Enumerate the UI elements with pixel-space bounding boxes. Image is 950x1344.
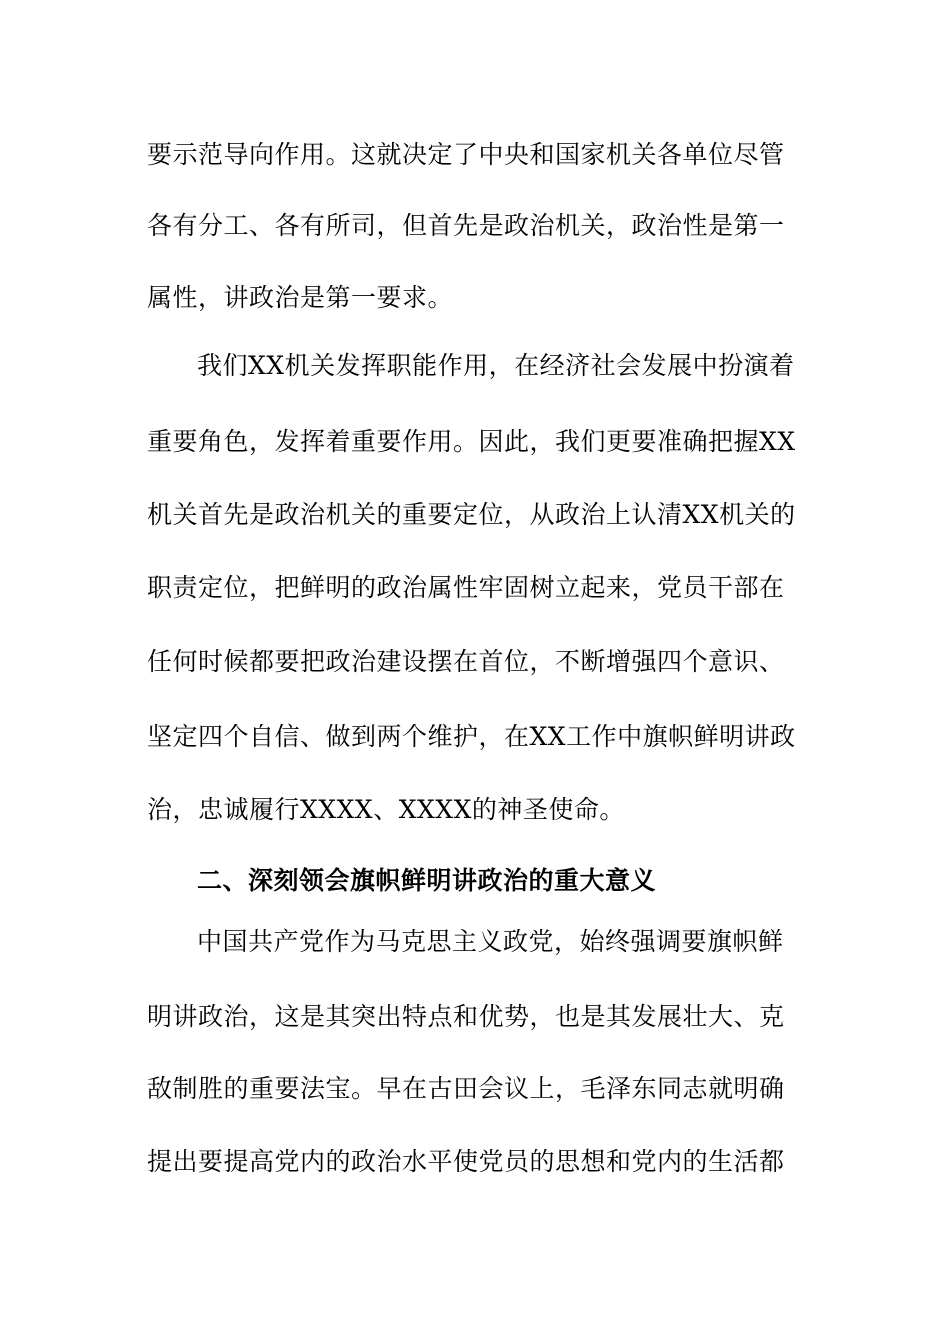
paragraph-1-line-3: 属性，讲政治是第一要求。 (147, 283, 454, 312)
paragraph-2-line-1: 我们XX机关发挥职能作用，在经济社会发展中扮演着 (197, 351, 795, 380)
paragraph-3-line-1: 中国共产党作为马克思主义政党，始终强调要旗帜鲜 (197, 927, 784, 956)
paragraph-2-line-4: 职责定位，把鲜明的政治属性牢固树立起来，党员干部在 (147, 573, 785, 602)
paragraph-3-line-4: 提出要提高党内的政治水平使党员的思想和党内的生活都 (147, 1147, 785, 1176)
paragraph-2-line-7: 治，忠诚履行XXXX、XXXX的神圣使命。 (147, 795, 625, 824)
paragraph-1-line-1: 要示范导向作用。这就决定了中央和国家机关各单位尽管 (147, 140, 785, 169)
paragraph-1-line-2: 各有分工、各有所司，但首先是政治机关，政治性是第一 (147, 211, 785, 240)
section-heading: 二、深刻领会旗帜鲜明讲政治的重大意义 (197, 866, 657, 895)
paragraph-3-line-3: 敌制胜的重要法宝。早在古田会议上，毛泽东同志就明确 (147, 1074, 785, 1103)
paragraph-2-line-3: 机关首先是政治机关的重要定位，从政治上认清XX机关的 (147, 500, 796, 529)
paragraph-2-line-2: 重要角色，发挥着重要作用。因此，我们更要准确把握XX (147, 427, 796, 456)
paragraph-3-line-2: 明讲政治，这是其突出特点和优势，也是其发展壮大、克 (147, 1002, 785, 1031)
paragraph-2-line-5: 任何时候都要把政治建设摆在首位，不断增强四个意识、 (147, 647, 785, 676)
paragraph-2-line-6: 坚定四个自信、做到两个维护，在XX工作中旗帜鲜明讲政 (147, 722, 796, 751)
